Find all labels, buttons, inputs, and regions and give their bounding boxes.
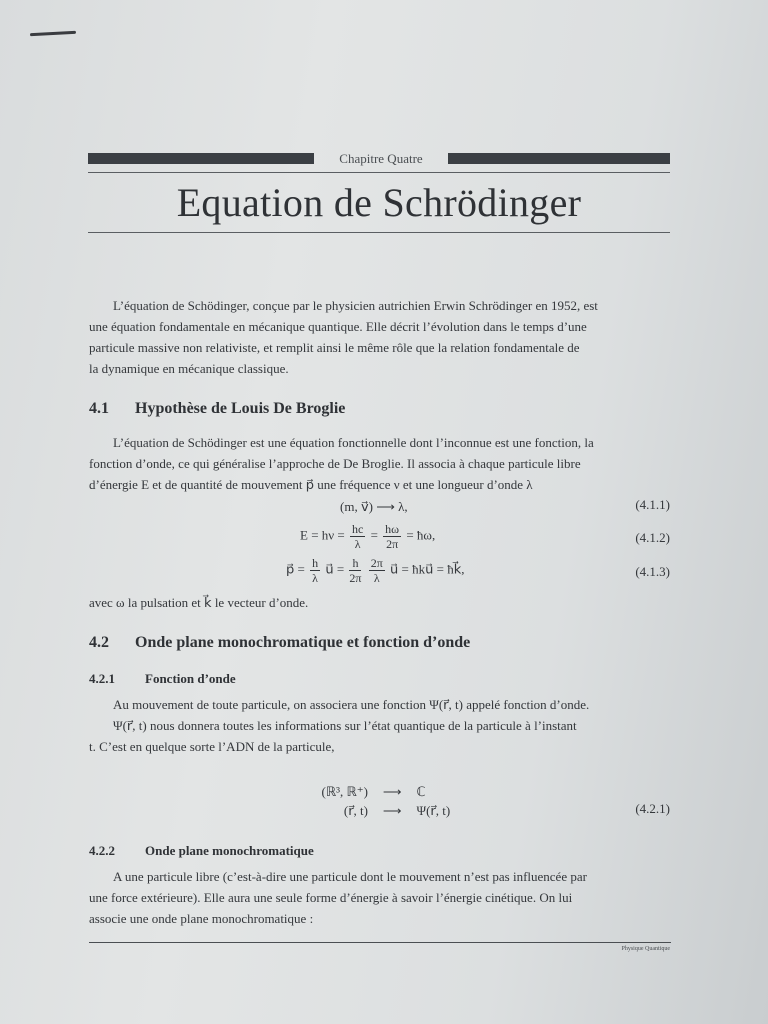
subsection-4-2-1-paragraph: [89, 694, 671, 757]
mapping-row-1: [308, 782, 426, 802]
fraction: [350, 522, 365, 551]
fraction: [369, 556, 385, 585]
equation-number: (4.2.1): [635, 801, 670, 816]
fraction: [310, 556, 320, 585]
section-title: Hypothèse de Louis De Broglie: [135, 400, 346, 417]
title-rule-top: [88, 172, 670, 173]
equation-rhs: = ħω,: [406, 527, 436, 543]
paragraph-line: Au mouvement de toute particule, on associera une fonction Ψ(r⃗, t) appelé fonction d’onde.: [113, 697, 590, 712]
section-heading-4-1: [89, 400, 345, 418]
section-number: 4.1: [89, 400, 109, 417]
paragraph-line: L’équation de Schödinger, conçue par le physicien autrichien Erwin Schrödinger en 1952, est: [113, 298, 598, 313]
intro-paragraph: [89, 295, 671, 379]
fraction-numerator: h: [312, 556, 319, 570]
equation-number: (4.1.1): [635, 497, 670, 512]
chapter-band-right-bar: [448, 153, 670, 164]
footer-rule: [89, 942, 671, 943]
paragraph-line: une équation fondamentale en mécanique quantique. Elle décrit l’évolution dans le temps d’une: [89, 319, 587, 334]
mapping-domain: (ℝ³, ℝ⁺): [321, 784, 368, 799]
paragraph-line: avec ω la pulsation et k⃗ le vecteur d’onde.: [89, 595, 309, 610]
mapping-arrow: ⟶: [382, 803, 402, 818]
mapping-domain: (r⃗, t): [343, 803, 368, 818]
subsection-number: 4.2.1: [89, 671, 115, 686]
equation-mid: u⃗ =: [325, 561, 345, 577]
paragraph-line: A une particule libre (c’est-à-dire une particule dont le mouvement n’est pas influencée par: [113, 869, 587, 884]
fraction: [383, 522, 401, 551]
pen-mark: [30, 31, 76, 36]
paragraph-line: associe une onde plane monochromatique :: [89, 911, 314, 926]
paragraph-line: d’énergie E et de quantité de mouvement p⃗ une fréquence ν et une longueur d’onde λ: [89, 477, 533, 492]
subsection-title: Fonction d’onde: [145, 671, 236, 686]
fraction-numerator: h: [349, 556, 361, 571]
chapter-label: Chapitre Quatre: [339, 151, 423, 166]
equation-number: (4.1.3): [635, 564, 670, 579]
subsection-title: Onde plane monochromatique: [145, 843, 314, 858]
equation-lhs: p⃗ =: [286, 561, 305, 577]
fraction-numerator: 2π: [370, 556, 383, 570]
chapter-title: Equation de Schrödinger: [176, 180, 582, 225]
equation-4-1-1: (m, v⃗) ⟶ λ,: [340, 499, 408, 514]
fraction-numerator: hc: [351, 522, 364, 536]
paragraph-line: L’équation de Schödinger est une équation fonctionnelle dont l’inconnue est une fonction, la: [113, 435, 594, 450]
fraction: [349, 556, 361, 585]
section-4-1-after: [89, 592, 671, 613]
paragraph-line: fonction d’onde, ce qui généralise l’approche de De Broglie. Il associa à chaque particule libre: [89, 456, 581, 471]
equation-rhs: u⃗ = ħku⃗ = ħk⃗,: [390, 561, 465, 577]
paragraph-line: une force extérieure). Elle aura une seule forme d’énergie à savoir l’énergie cinétique. On lui: [89, 890, 573, 905]
fraction-denominator: 2π: [349, 571, 362, 585]
equation-4-1-3: [286, 556, 464, 585]
section-heading-4-2: [89, 634, 470, 652]
footer-text: Physique Quantique: [621, 946, 670, 952]
subsection-heading-4-2-2: [89, 843, 314, 859]
section-title: Onde plane monochromatique et fonction d’onde: [135, 634, 471, 651]
fraction-denominator: 2π: [386, 537, 399, 551]
chapter-band-left-bar: [88, 153, 314, 164]
subsection-number: 4.2.2: [89, 843, 115, 858]
equation-4-1-2: [300, 522, 435, 551]
paragraph-line: t. C’est en quelque sorte l’ADN de la particule,: [89, 739, 335, 754]
equals-sign: =: [370, 527, 378, 543]
subsection-heading-4-2-1: [89, 671, 236, 687]
equation-lhs: E = hν =: [300, 527, 345, 543]
subsection-4-2-2-paragraph: [89, 866, 671, 929]
chapter-band: [88, 150, 670, 168]
paragraph-line: Ψ(r⃗, t) nous donnera toutes les informations sur l’état quantique de la particule à l’instant: [113, 718, 577, 733]
mapping-arrow: ⟶: [382, 784, 402, 799]
fraction-denominator: λ: [354, 537, 361, 551]
paragraph-line: particule massive non relativiste, et remplit ainsi le même rôle que la relation fondamentale de: [89, 340, 580, 355]
fraction-denominator: λ: [312, 571, 318, 585]
section-4-1-paragraph: [89, 432, 671, 495]
title-rule-bottom: [88, 232, 670, 233]
section-number: 4.2: [89, 634, 109, 651]
fraction-denominator: λ: [373, 571, 380, 585]
paragraph-line: la dynamique en mécanique classique.: [89, 361, 289, 376]
mapping-codomain: ℂ: [416, 784, 426, 799]
mapping-codomain: Ψ(r⃗, t): [416, 803, 451, 818]
mapping-row-2: [308, 801, 450, 821]
equation-number: (4.1.2): [635, 530, 670, 545]
fraction-numerator: hω: [385, 522, 400, 536]
